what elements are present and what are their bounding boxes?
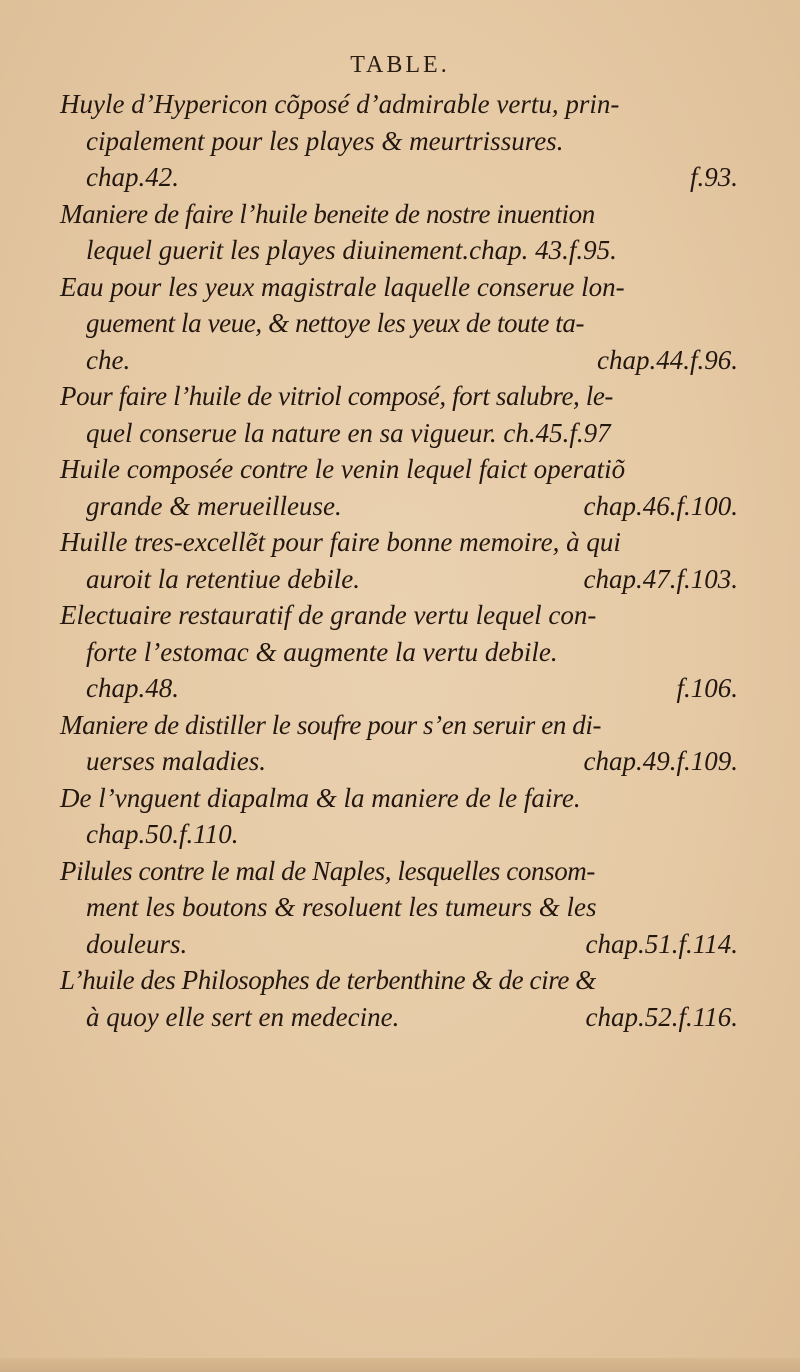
entry-line-end: uerses maladies. [86,746,266,776]
chapter-folio-ref: chap.44.f.96. [597,344,738,375]
entry-line: guement la veue, & nettoye les yeux de toute ta- [86,308,585,338]
folio-ref: f.93. [689,162,738,192]
entry-reference-line [60,561,750,598]
entry-line: cipalement pour les playes & meurtrissures. [86,125,564,156]
entry-line-end: auroit la retentiue debile. [86,563,360,594]
folio-ref: f.106. [676,673,738,703]
toc-entry [60,196,750,269]
chapter-folio-ref: chap.46.f.100. [583,490,738,521]
entry-line: quel conserue la nature en sa vigueur. ch.45.f.97 [86,417,611,448]
entry-line: Huille tres-excellẽt pour faire bonne memoire, à qui [60,527,621,557]
toc-entry [60,86,750,196]
entry-line: ment les boutons & resoluent les tumeurs & les [86,892,597,922]
entry-reference-line [60,743,750,780]
toc-entry [60,780,750,853]
entry-reference-line [60,159,750,196]
toc-entry [60,524,750,597]
toc-entry [60,597,750,707]
entry-line-end: grande & merueilleuse. [86,490,342,521]
entry-line: De l’vnguent diapalma & la maniere de le faire. [60,782,581,813]
entry-line: Huile composée contre le venin lequel faict operatiõ [60,454,626,484]
entry-line: Pour faire l’huile de vitriol composé, fort salubre, le- [60,381,614,411]
entry-line: Maniere de distiller le soufre pour s’en seruir en di- [60,709,602,740]
entry-line: lequel guerit les playes diuinement.chap. 43.f.95. [86,235,617,265]
entry-reference-line [60,999,750,1036]
entry-line: forte l’estomac & augmente la vertu debile. [86,636,558,667]
toc-entry [60,707,750,780]
toc-entry [60,378,750,451]
chapter-ref: chap.48. [86,673,179,703]
chapter-ref: chap.42. [86,162,179,192]
toc-entry [60,451,750,524]
entry-line-end: douleurs. [86,928,188,959]
entry-line-end: che. [86,344,131,375]
entry-line: Huyle d’Hypericon cõposé d’admirable vertu, prin- [60,89,620,119]
entry-line: Eau pour les yeux magistrale laquelle conserue lon- [60,271,625,302]
entry-line: Maniere de faire l’huile beneite de nostre inuention [60,198,595,229]
page-bottom-edge [0,1358,800,1372]
chapter-folio-ref: chap.52.f.116. [585,1001,738,1032]
chapter-folio-ref: chap.49.f.109. [583,746,738,776]
entry-line: Pilules contre le mal de Naples, lesquelles consom- [60,855,595,886]
table-of-contents [60,86,750,1035]
entry-reference-line [60,488,750,525]
chapter-folio-ref: chap.47.f.103. [583,563,738,594]
entry-line: Electuaire restauratif de grande vertu lequel con- [60,600,597,630]
toc-entry [60,962,750,1035]
entry-line: L’huile des Philosophes de terbenthine & de cire & [60,965,596,995]
chapter-folio-ref: chap.51.f.114. [585,928,738,959]
entry-reference-line [60,670,750,707]
running-head: TABLE. [350,52,450,78]
toc-entry [60,853,750,963]
toc-entry [60,269,750,379]
entry-line-end: à quoy elle sert en medecine. [86,1001,400,1032]
entry-line: chap.50.f.110. [86,819,239,849]
entry-reference-line [60,926,750,963]
entry-reference-line [60,342,750,379]
